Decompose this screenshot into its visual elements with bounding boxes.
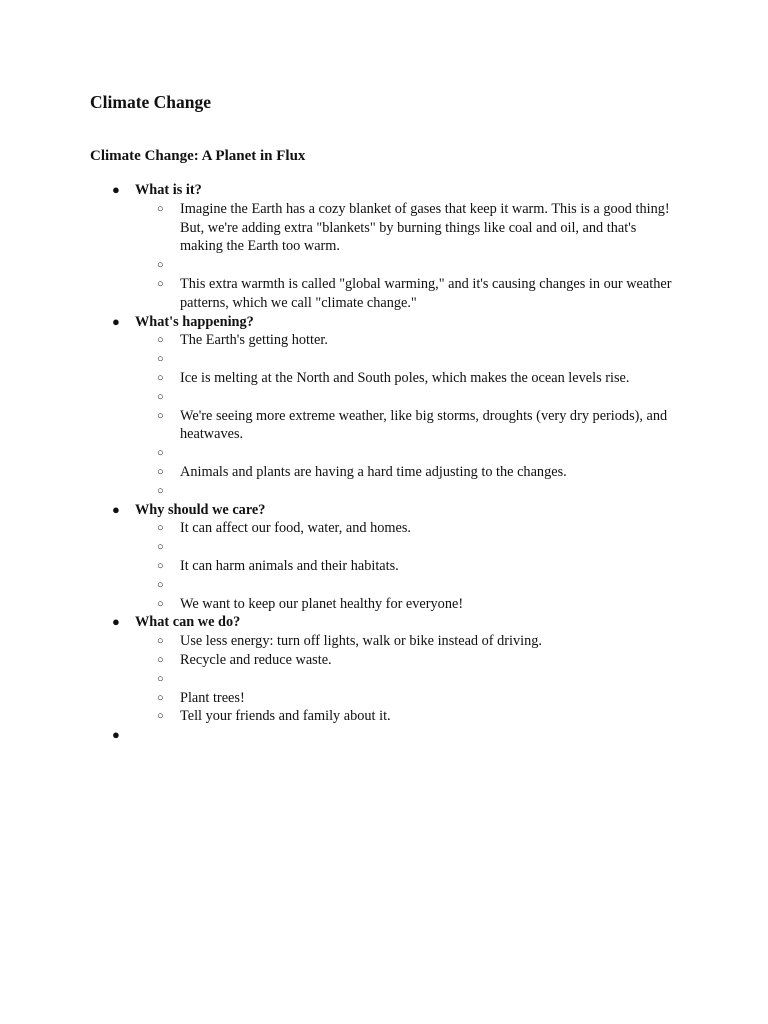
page-title: Climate Change — [90, 92, 212, 112]
section-why-care — [0, 501, 768, 614]
list-item — [135, 256, 672, 275]
list-item — [135, 331, 672, 350]
list-item-text: It can harm animals and their habitats. — [180, 557, 399, 574]
empty-list-item — [0, 726, 768, 745]
section-whats-happening — [0, 313, 768, 501]
section-heading: What's happening? — [135, 313, 254, 330]
list-item-text: Recycle and reduce waste. — [180, 651, 332, 668]
section-what-can-we-do — [0, 613, 768, 726]
list-item-text: Ice is melting at the North and South poles, which makes the ocean levels rise. — [180, 369, 630, 386]
list-item-text: Tell your friends and family about it. — [180, 708, 391, 725]
bullet-icon: ● — [112, 501, 120, 517]
section-what-is-it — [0, 181, 768, 313]
list-item — [135, 369, 672, 388]
circle-bullet-icon: ○ — [157, 653, 164, 666]
circle-bullet-icon: ○ — [157, 409, 164, 422]
outline-list — [0, 181, 768, 745]
sub-list — [135, 632, 768, 726]
list-item-text: Imagine the Earth has a cozy blanket of gases that keep it warm. This is a good thing! But, we're adding extra "blankets" by burning things like coal and oil, and that's making the Earth too warm. — [180, 200, 670, 255]
list-item-text: Use less energy: turn off lights, walk or bike instead of driving. — [180, 633, 542, 650]
list-item — [135, 482, 672, 501]
circle-bullet-icon: ○ — [157, 597, 164, 610]
circle-bullet-icon: ○ — [157, 484, 164, 497]
list-item-text: We're seeing more extreme weather, like big storms, droughts (very dry periods), and heatwaves. — [180, 407, 668, 443]
sub-list — [135, 331, 768, 500]
list-item-text: The Earth's getting hotter. — [180, 332, 328, 349]
sub-list — [135, 200, 768, 313]
list-item — [135, 689, 672, 708]
circle-bullet-icon: ○ — [157, 371, 164, 384]
circle-bullet-icon: ○ — [157, 465, 164, 478]
circle-bullet-icon: ○ — [157, 353, 164, 366]
list-item — [135, 275, 672, 313]
list-item-text: Animals and plants are having a hard time adjusting to the changes. — [180, 463, 567, 480]
list-item — [135, 519, 672, 538]
circle-bullet-icon: ○ — [157, 202, 164, 215]
list-item — [135, 463, 672, 482]
page-subtitle: Climate Change: A Planet in Flux — [90, 148, 306, 164]
list-item-text: It can affect our food, water, and homes. — [180, 520, 411, 537]
circle-bullet-icon: ○ — [157, 672, 164, 685]
circle-bullet-icon: ○ — [157, 259, 164, 272]
bullet-icon: ● — [112, 614, 120, 630]
list-item — [135, 350, 672, 369]
list-item — [135, 388, 672, 407]
sub-list — [135, 519, 768, 613]
list-item-text: Plant trees! — [180, 689, 245, 706]
section-heading: What can we do? — [135, 614, 241, 631]
list-item — [135, 407, 672, 445]
circle-bullet-icon: ○ — [157, 447, 164, 460]
list-item-text: We want to keep our planet healthy for everyone! — [180, 595, 464, 612]
circle-bullet-icon: ○ — [157, 390, 164, 403]
section-heading: Why should we care? — [135, 501, 266, 518]
list-item — [135, 200, 672, 256]
bullet-icon: ● — [112, 182, 120, 197]
list-item — [135, 538, 672, 557]
list-item — [135, 632, 672, 651]
list-item — [135, 651, 672, 670]
circle-bullet-icon: ○ — [157, 710, 164, 723]
list-item — [135, 670, 672, 689]
circle-bullet-icon: ○ — [157, 559, 164, 572]
list-item — [135, 576, 672, 595]
list-item-text: This extra warmth is called "global warming," and it's causing changes in our weather patterns, which we call "climate change." — [180, 275, 672, 311]
bullet-icon: ● — [112, 313, 120, 329]
circle-bullet-icon: ○ — [157, 578, 164, 591]
circle-bullet-icon: ○ — [157, 541, 164, 554]
circle-bullet-icon: ○ — [157, 277, 164, 290]
bullet-icon: ● — [112, 727, 120, 743]
circle-bullet-icon: ○ — [157, 334, 164, 347]
circle-bullet-icon: ○ — [157, 522, 164, 535]
list-item — [135, 595, 672, 614]
list-item — [135, 707, 672, 726]
section-heading: What is it? — [135, 182, 202, 198]
circle-bullet-icon: ○ — [157, 691, 164, 704]
circle-bullet-icon: ○ — [157, 635, 164, 648]
list-item — [135, 557, 672, 576]
list-item — [135, 444, 672, 463]
